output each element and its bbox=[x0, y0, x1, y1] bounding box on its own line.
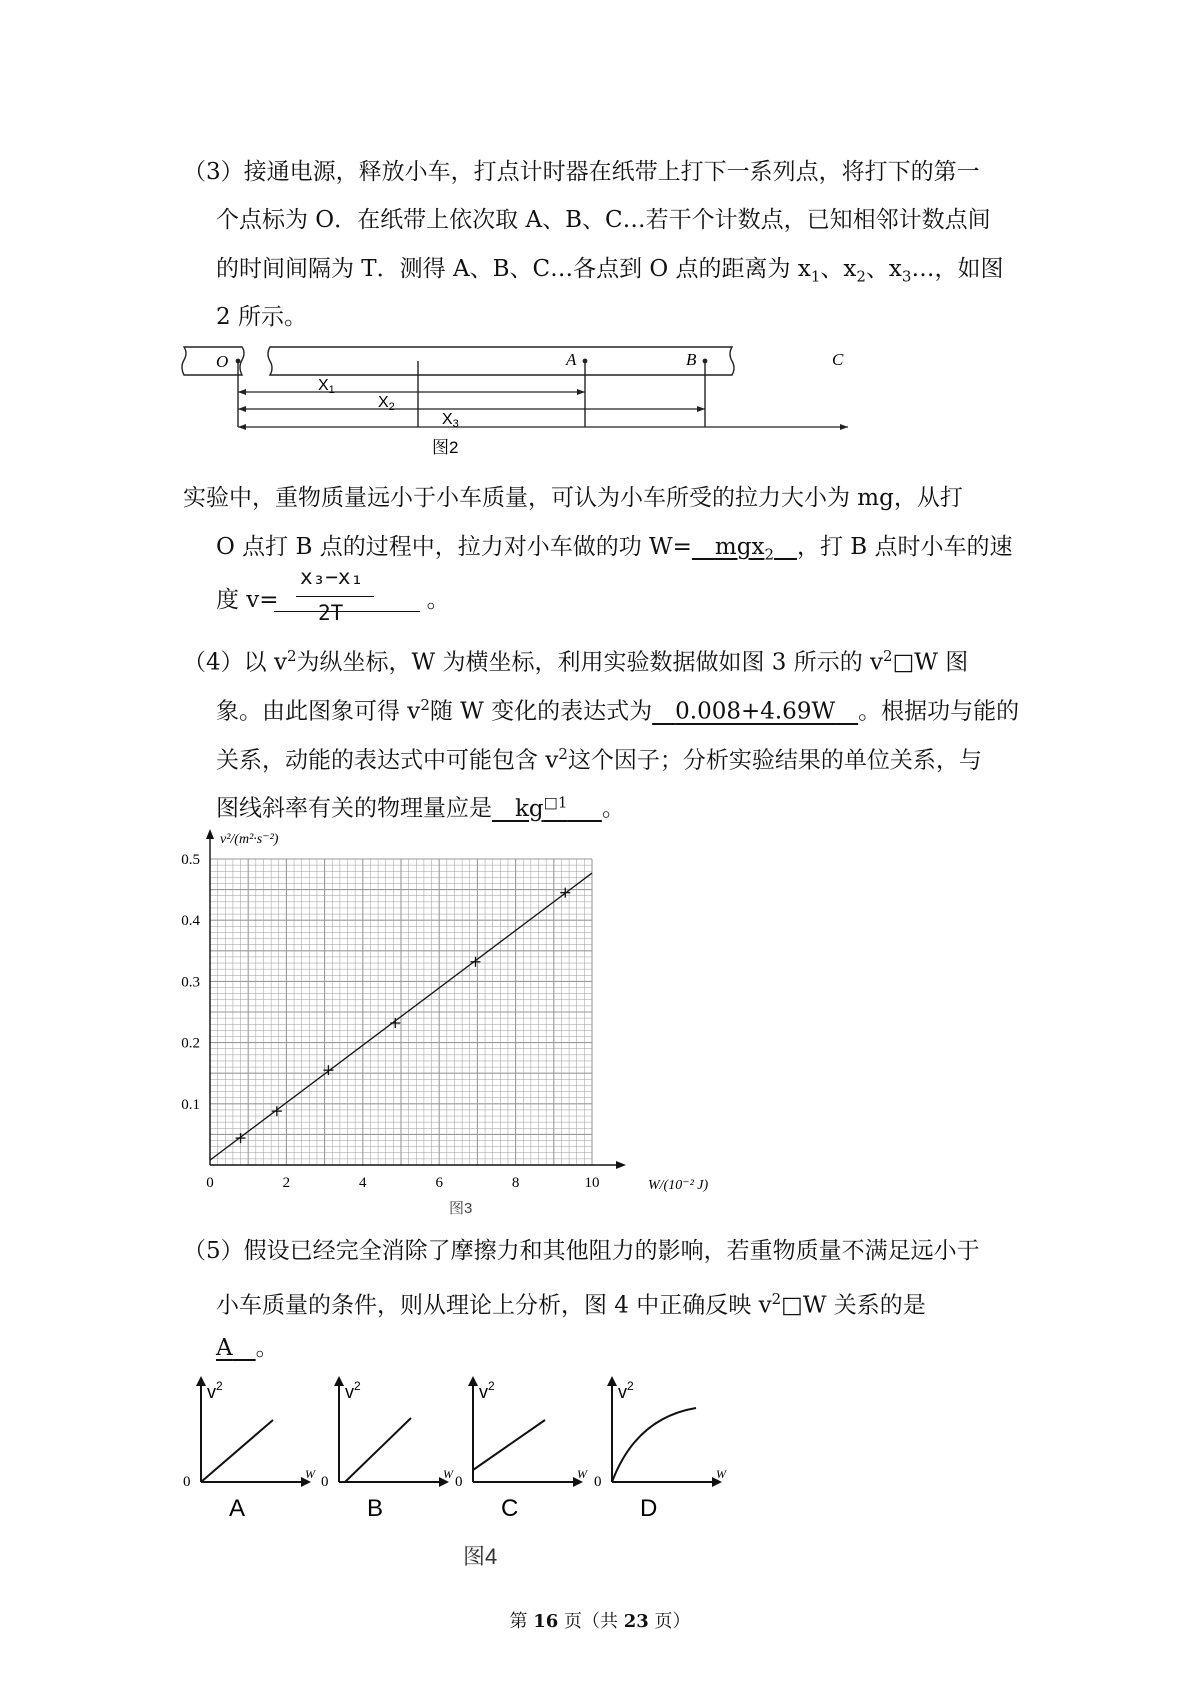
velocity-fraction-bar bbox=[296, 596, 374, 597]
figure-2-paper-tape bbox=[180, 345, 844, 463]
point-a-label: A bbox=[566, 350, 577, 369]
panel-y-label: $v^2$ bbox=[479, 1379, 495, 1402]
part4-text: 。根据功与能的 bbox=[858, 698, 1020, 725]
part3-line3-end: …，如图 bbox=[911, 256, 1004, 282]
figure-4-panel-d bbox=[594, 1376, 727, 1522]
panel-curve bbox=[612, 1408, 696, 1482]
footer-text: 第 bbox=[509, 1611, 534, 1632]
page-footer bbox=[0, 1607, 1200, 1633]
sep: 、x bbox=[865, 256, 902, 282]
y-tick-label: 0.3 bbox=[181, 974, 200, 991]
panel-y-arrow bbox=[468, 1376, 478, 1386]
figure-3-chart bbox=[170, 825, 730, 1220]
part4-text: 。 bbox=[601, 795, 625, 822]
panel-origin-label: 0 bbox=[183, 1474, 191, 1490]
grid-major bbox=[210, 859, 592, 1165]
x-tick-label: 8 bbox=[511, 1175, 520, 1191]
part4-line3 bbox=[216, 739, 982, 776]
part3-line3 bbox=[216, 254, 1003, 292]
x-axis-label: W/(10⁻² J) bbox=[648, 1178, 709, 1193]
part4-text: 为纵坐标，W 为横坐标，利用实验数据做如图 3 所示的 v bbox=[296, 649, 884, 676]
sep: 、x bbox=[820, 256, 857, 282]
part3-line3-text: 的时间间隔为 T．测得 A、B、C…各点到 O 点的距离为 x bbox=[216, 256, 811, 282]
panel-letter-label: A bbox=[229, 1495, 246, 1522]
panel-curve bbox=[345, 1418, 411, 1482]
x3-subscript: 3 bbox=[901, 267, 912, 286]
part5-line3 bbox=[216, 1333, 279, 1363]
panel-curve bbox=[473, 1420, 545, 1470]
x-tick-label: 2 bbox=[282, 1175, 291, 1191]
part4-line2 bbox=[216, 690, 1019, 727]
x2-subscript: 2 bbox=[856, 267, 866, 286]
part5-text: 。 bbox=[255, 1335, 279, 1361]
panel-x-label: W bbox=[716, 1467, 726, 1481]
point-b-label: B bbox=[686, 350, 697, 369]
part4-text: 这个因子；分析实验结果的单位关系，与 bbox=[567, 747, 982, 774]
page-number: 16 bbox=[533, 1611, 559, 1632]
panel-y-label: $v^2$ bbox=[345, 1379, 361, 1402]
x1-label: X1 bbox=[318, 377, 335, 396]
part5-line2 bbox=[216, 1284, 926, 1321]
data-point-marker bbox=[390, 1018, 400, 1028]
figure-4-panel-c bbox=[455, 1376, 588, 1522]
exp-line1: 实验中，重物质量远小于小车质量，可认为小车所受的拉力大小为 mg，从打 bbox=[183, 485, 963, 511]
sup: 2 bbox=[286, 647, 297, 665]
y-axis-arrow bbox=[206, 829, 214, 839]
part4-text: 图线斜率有关的物理量应是 bbox=[216, 795, 492, 822]
expression-answer-text: 0.008+4.69W bbox=[675, 698, 836, 725]
part3-line4: 2 所示。 bbox=[216, 304, 307, 330]
panel-origin-label: 0 bbox=[594, 1474, 602, 1490]
sup: 2 bbox=[883, 647, 893, 665]
total-pages: 23 bbox=[623, 1611, 649, 1632]
panel-x-label: W bbox=[443, 1467, 453, 1481]
y-tick-label: 0.4 bbox=[181, 913, 200, 930]
panel-y-label: $v^2$ bbox=[207, 1379, 223, 1402]
x-axis-arrow bbox=[616, 1161, 626, 1169]
part4-text: 象。由此图象可得 v bbox=[216, 698, 421, 725]
x-tick-label: 10 bbox=[584, 1175, 600, 1191]
part4-text: □W 图 bbox=[892, 649, 969, 676]
expression-answer bbox=[652, 699, 858, 725]
velocity-blank-underline bbox=[274, 611, 420, 612]
sup: 2 bbox=[771, 1290, 782, 1308]
x3-label: X3 bbox=[442, 411, 459, 430]
figure-4 bbox=[185, 1374, 785, 1549]
part4-line1 bbox=[183, 641, 968, 678]
exp-line3-text: 度 v= bbox=[216, 587, 279, 613]
y-tick-label: 0.1 bbox=[181, 1096, 200, 1113]
x-tick-label: 0 bbox=[206, 1175, 214, 1191]
figure-4-panel-a bbox=[183, 1376, 316, 1522]
exp-line2-end: ，打 B 点时小车的速 bbox=[796, 534, 1013, 560]
y-tick-label: 0.2 bbox=[181, 1035, 200, 1052]
x2-label: X2 bbox=[378, 394, 395, 413]
sup: 2 bbox=[420, 696, 430, 714]
panel-y-arrow bbox=[196, 1376, 206, 1386]
unit-answer-text: kg bbox=[515, 795, 544, 822]
panel-letter-label: C bbox=[501, 1495, 519, 1522]
unit-answer bbox=[492, 793, 602, 822]
figure-3-caption: 图3 bbox=[449, 1200, 473, 1217]
panel-y-arrow bbox=[607, 1376, 617, 1386]
y-tick-label: 0.5 bbox=[181, 852, 200, 868]
figure-2-caption: 图2 bbox=[432, 438, 459, 457]
x-tick-label: 6 bbox=[435, 1175, 443, 1191]
part4-text: （4）以 v bbox=[183, 649, 287, 676]
part4-text: 关系，动能的表达式中可能包含 v bbox=[216, 747, 559, 774]
point-c-label: C bbox=[832, 350, 844, 369]
panel-letter-label: D bbox=[640, 1495, 658, 1522]
panel-y-label: $v^2$ bbox=[618, 1379, 634, 1402]
y-axis-label: v²/(m²·s⁻²) bbox=[220, 832, 279, 847]
panel-origin-label: 0 bbox=[455, 1474, 463, 1490]
part4-line4 bbox=[216, 787, 625, 824]
x1-subscript: 1 bbox=[810, 267, 821, 286]
part3-line2: 个点标为 O．在纸带上依次取 A、B、C…若干个计数点，已知相邻计数点间 bbox=[216, 207, 991, 233]
panel-letter-label: B bbox=[367, 1495, 384, 1522]
exp-line3-end: 。 bbox=[426, 587, 450, 613]
figure-4-panel-b bbox=[321, 1376, 454, 1522]
footer-text: 页） bbox=[648, 1611, 691, 1632]
velocity-numerator: x₃−x₁ bbox=[300, 565, 364, 589]
point-o-label: O bbox=[216, 352, 229, 371]
part3-line1: （3）接通电源，释放小车，打点计时器在纸带上打下一系列点，将打下的第一 bbox=[183, 159, 980, 185]
panel-x-label: W bbox=[577, 1467, 587, 1481]
choice-answer bbox=[216, 1335, 256, 1361]
part5-text: □W 关系的是 bbox=[781, 1292, 926, 1319]
x-tick-label: 4 bbox=[359, 1175, 367, 1191]
unit-answer-sup: □1 bbox=[543, 793, 568, 811]
figure-4-caption: 图4 bbox=[463, 1544, 498, 1569]
exp-line2-text: O 点打 B 点的过程中，拉力对小车做的功 W= bbox=[216, 534, 692, 560]
panel-y-arrow bbox=[334, 1376, 344, 1386]
work-answer-text: mgx bbox=[714, 534, 765, 560]
part5-line1: （5）假设已经完全消除了摩擦力和其他阻力的影响，若重物质量不满足远小于 bbox=[183, 1238, 980, 1264]
footer-text: 页（共 bbox=[558, 1611, 624, 1632]
panel-origin-label: 0 bbox=[321, 1474, 329, 1490]
work-answer bbox=[692, 534, 797, 564]
panel-curve bbox=[201, 1420, 273, 1482]
panel-x-label: W bbox=[305, 1467, 315, 1481]
part4-text: 随 W 变化的表达式为 bbox=[429, 698, 653, 725]
velocity-denominator: 2T bbox=[318, 601, 344, 625]
part5-text: 小车质量的条件，则从理论上分析，图 4 中正确反映 v bbox=[216, 1292, 772, 1319]
choice-answer-text: A bbox=[216, 1335, 233, 1361]
work-answer-sub: 2 bbox=[764, 545, 774, 564]
sup: 2 bbox=[558, 745, 568, 763]
exp-line2 bbox=[216, 532, 1013, 570]
